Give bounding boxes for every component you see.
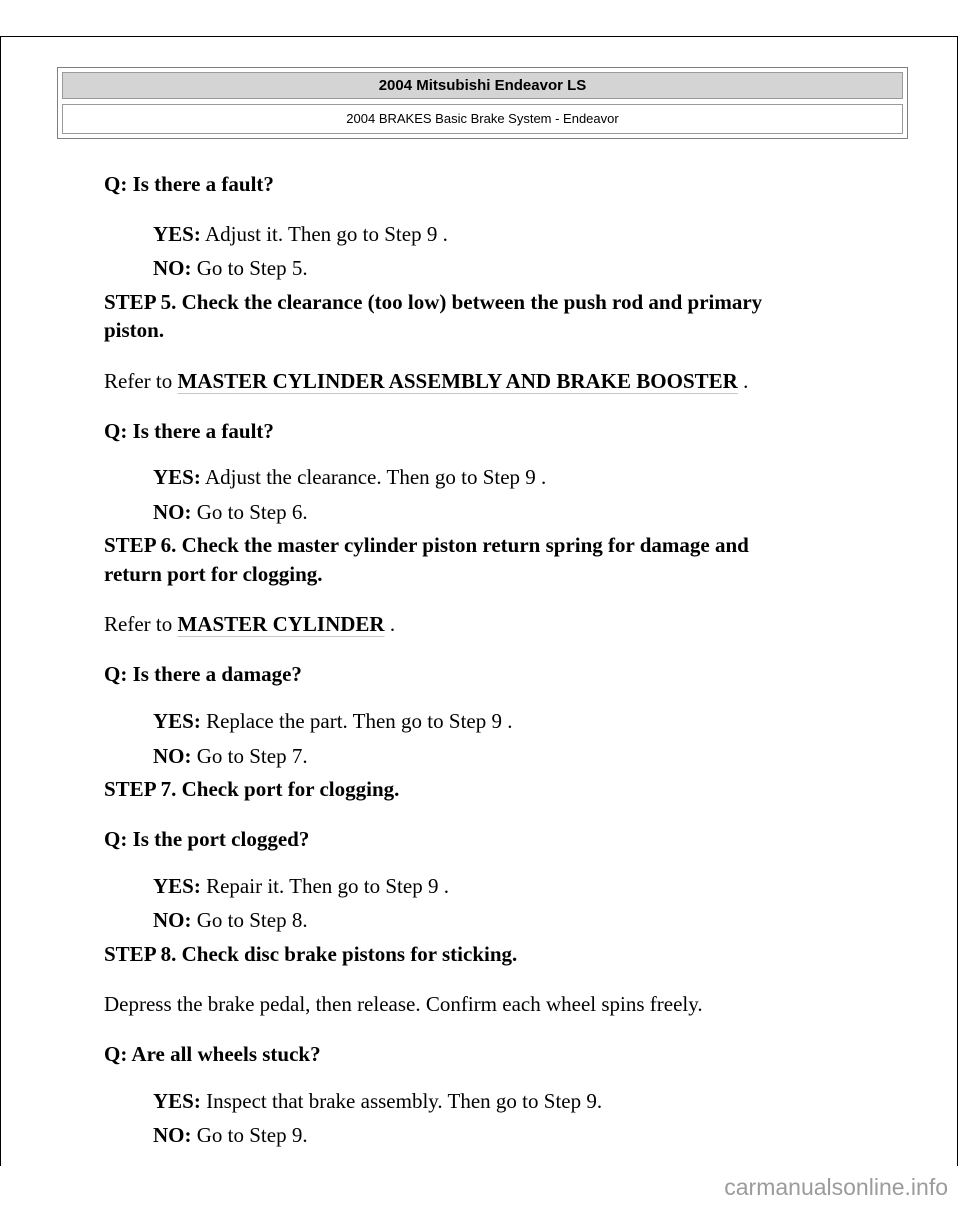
yes-label: YES:: [153, 709, 201, 733]
header-title: 2004 Mitsubishi Endeavor LS: [62, 72, 903, 99]
page-border-right: [957, 36, 958, 1166]
refer-suffix: .: [384, 612, 396, 636]
document-header: [57, 67, 908, 139]
answer-no-step4: [153, 256, 308, 281]
answer-no-step5: [153, 500, 308, 525]
step7-heading: STEP 7. Check port for clogging.: [104, 777, 400, 801]
question-step4: Q: Is there a fault?: [104, 172, 274, 196]
answer-no-step6: [153, 744, 308, 769]
no-label: NO:: [153, 256, 192, 280]
answer-yes-step7: [153, 874, 449, 899]
yes-text: Repair it. Then go to Step 9 .: [200, 874, 449, 898]
question-step5: Q: Is there a fault?: [104, 419, 274, 443]
step8-description: Depress the brake pedal, then release. Confirm each wheel spins freely.: [104, 992, 703, 1016]
page-border-left: [0, 36, 1, 1166]
refer-prefix: Refer to: [104, 369, 178, 393]
refer-step6: [104, 612, 395, 637]
answer-no-step7: [153, 908, 308, 933]
no-label: NO:: [153, 744, 192, 768]
question-step6: Q: Is there a damage?: [104, 662, 302, 686]
step8-heading: STEP 8. Check disc brake pistons for sticking.: [104, 942, 518, 966]
yes-label: YES:: [153, 1089, 201, 1113]
answer-no-step8: [153, 1123, 308, 1148]
page-border-top: [0, 36, 958, 37]
watermark: carmanualsonline.info: [724, 1174, 948, 1200]
yes-text: Adjust it. Then go to Step 9 .: [200, 222, 448, 246]
refer-suffix: .: [737, 369, 749, 393]
no-text: Go to Step 9.: [191, 1123, 308, 1147]
no-label: NO:: [153, 908, 192, 932]
question-step7: Q: Is the port clogged?: [104, 827, 310, 851]
link-master-cylinder-assembly-brake-booster[interactable]: MASTER CYLINDER ASSEMBLY AND BRAKE BOOSTER: [177, 369, 738, 393]
step5-heading-line1: STEP 5. Check the clearance (too low) between the push rod and primary: [104, 290, 763, 314]
header-subtitle: 2004 BRAKES Basic Brake System - Endeavor: [62, 104, 903, 134]
yes-text: Adjust the clearance. Then go to Step 9 .: [200, 465, 547, 489]
no-text: Go to Step 8.: [191, 908, 308, 932]
answer-yes-step8: [153, 1089, 602, 1114]
step6-heading-line1: STEP 6. Check the master cylinder piston return spring for damage and: [104, 533, 749, 557]
no-text: Go to Step 5.: [191, 256, 308, 280]
no-text: Go to Step 6.: [191, 500, 308, 524]
answer-yes-step4: [153, 222, 448, 247]
yes-text: Inspect that brake assembly. Then go to Step 9.: [200, 1089, 603, 1113]
step5-heading-line2: piston.: [104, 318, 165, 342]
question-step8: Q: Are all wheels stuck?: [104, 1042, 321, 1066]
answer-yes-step5: [153, 465, 546, 490]
refer-step5: [104, 369, 748, 394]
no-label: NO:: [153, 1123, 192, 1147]
link-master-cylinder[interactable]: MASTER CYLINDER: [177, 612, 385, 636]
step6-heading-line2: return port for clogging.: [104, 562, 323, 586]
yes-label: YES:: [153, 874, 201, 898]
yes-label: YES:: [153, 465, 201, 489]
no-text: Go to Step 7.: [191, 744, 308, 768]
yes-text: Replace the part. Then go to Step 9 .: [200, 709, 513, 733]
no-label: NO:: [153, 500, 192, 524]
refer-prefix: Refer to: [104, 612, 178, 636]
yes-label: YES:: [153, 222, 201, 246]
answer-yes-step6: [153, 709, 512, 734]
